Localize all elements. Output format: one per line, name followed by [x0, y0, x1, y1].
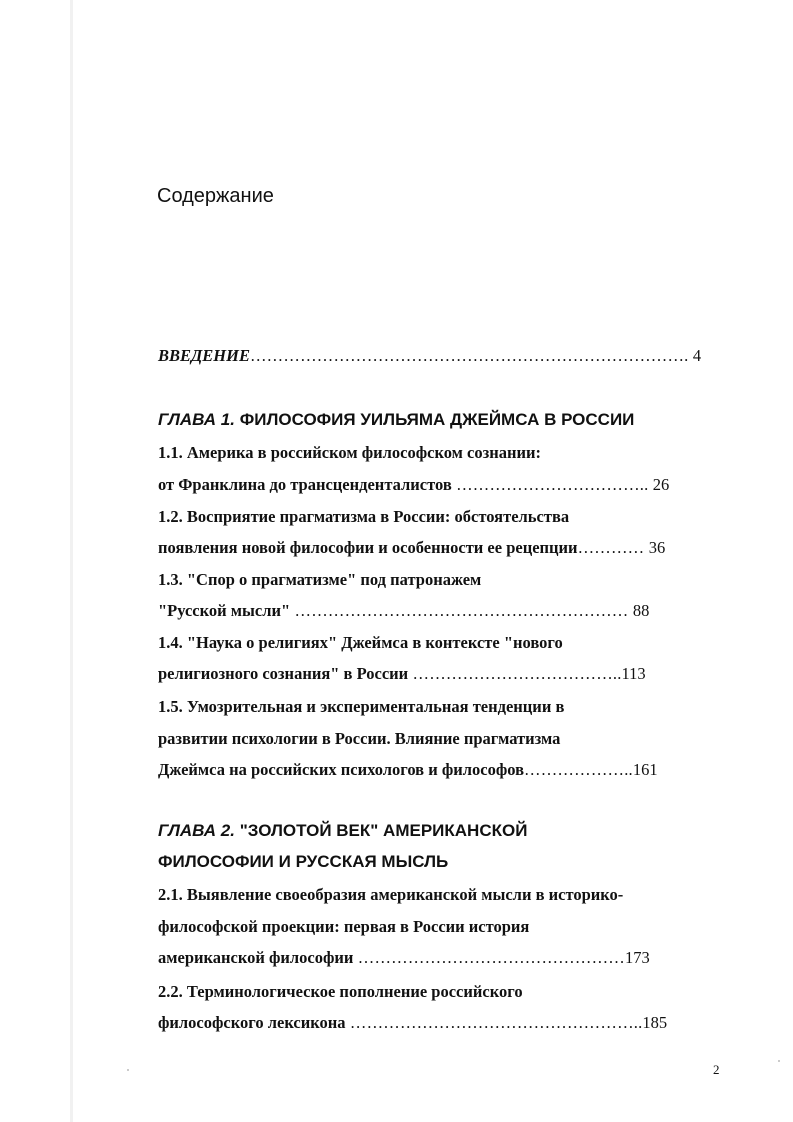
chapter-2-title: "ЗОЛОТОЙ ВЕК" АМЕРИКАНСКОЙ: [239, 821, 528, 840]
chapter-1-heading[interactable]: [158, 410, 634, 430]
toc-entry-1-3-line2[interactable]: [158, 601, 649, 621]
toc-heading: Содержание: [157, 185, 274, 207]
entry-text: Джеймса на российских психологов и философов: [158, 760, 525, 779]
toc-entry-1-5-line2[interactable]: развитии психологии в России. Влияние прагматизма: [158, 729, 561, 748]
entry-page: 26: [652, 475, 670, 494]
page-number: 2: [713, 1062, 720, 1077]
chapter-1-title: ФИЛОСОФИЯ УИЛЬЯМА ДЖЕЙМСА В РОССИИ: [239, 410, 635, 429]
intro-page: 4: [692, 346, 702, 365]
intro-label: ВВЕДЕНИЕ: [158, 346, 250, 365]
toc-entry-2-2-line1[interactable]: 2.2. Терминологическое пополнение российского: [158, 982, 523, 1001]
toc-entry-2-1-line1[interactable]: 2.1. Выявление своеобразия американской мысли в историко-: [158, 885, 624, 904]
intro-dots: …………………………………………………………………….: [249, 346, 693, 365]
toc-entry-1-1-line2[interactable]: [158, 475, 669, 495]
entry-text: появления новой философии и особенности ее рецепции: [158, 538, 578, 557]
entry-page: 185: [642, 1013, 668, 1032]
entry-dots: ……………………………………………..: [345, 1013, 643, 1032]
toc-entry-1-2-line2[interactable]: [158, 538, 665, 558]
entry-text: "Русской мысли": [158, 601, 291, 620]
toc-entry-1-5-line1[interactable]: 1.5. Умозрительная и экспериментальная тенденции в: [158, 697, 565, 716]
toc-entry-introduction[interactable]: [158, 346, 701, 366]
entry-text: философского лексикона: [158, 1013, 346, 1032]
entry-page: 173: [624, 948, 650, 967]
scan-speck: [778, 1060, 780, 1062]
toc-entry-1-5-line3[interactable]: [158, 760, 658, 780]
entry-dots: …………………………………………: [353, 948, 625, 967]
toc-entry-2-1-line3[interactable]: [158, 948, 650, 968]
entry-page: 36: [648, 538, 666, 557]
entry-text: американской философии: [158, 948, 354, 967]
toc-entry-1-2-line1[interactable]: 1.2. Восприятие прагматизма в России: обстоятельства: [158, 507, 570, 526]
toc-entry-1-1-line1[interactable]: 1.1. Америка в российском философском сознании:: [158, 443, 542, 462]
toc-entry-1-3-line1[interactable]: 1.3. "Спор о прагматизме" под патронажем: [158, 570, 482, 589]
toc-entry-1-4-line2[interactable]: [158, 664, 646, 684]
toc-entry-2-2-line2[interactable]: [158, 1013, 667, 1033]
scan-speck: [127, 1069, 129, 1071]
toc-entry-1-4-line1[interactable]: 1.4. "Наука о религиях" Джеймса в контексте "нового: [158, 633, 563, 652]
chapter-2-heading-line2[interactable]: ФИЛОСОФИИ И РУССКАЯ МЫСЛЬ: [158, 852, 449, 871]
chapter-1-prefix: ГЛАВА 1.: [158, 410, 235, 429]
entry-page: 88: [632, 601, 650, 620]
chapter-2-heading-line1[interactable]: [158, 821, 527, 841]
chapter-2-prefix: ГЛАВА 2.: [158, 821, 235, 840]
entry-page: 113: [621, 664, 646, 683]
scan-edge: [70, 0, 73, 1122]
entry-dots: ………………..: [524, 760, 633, 779]
entry-dots: …………: [577, 538, 649, 557]
entry-text: от Франклина до трансценденталистов: [158, 475, 452, 494]
entry-page: 161: [632, 760, 658, 779]
toc-entry-2-1-line2[interactable]: философской проекции: первая в России история: [158, 917, 530, 936]
entry-text: религиозного сознания" в России: [158, 664, 409, 683]
entry-dots: ……………………………..: [451, 475, 653, 494]
entry-dots: ………………………………..: [408, 664, 622, 683]
entry-dots: ……………………………………………………: [290, 601, 633, 620]
